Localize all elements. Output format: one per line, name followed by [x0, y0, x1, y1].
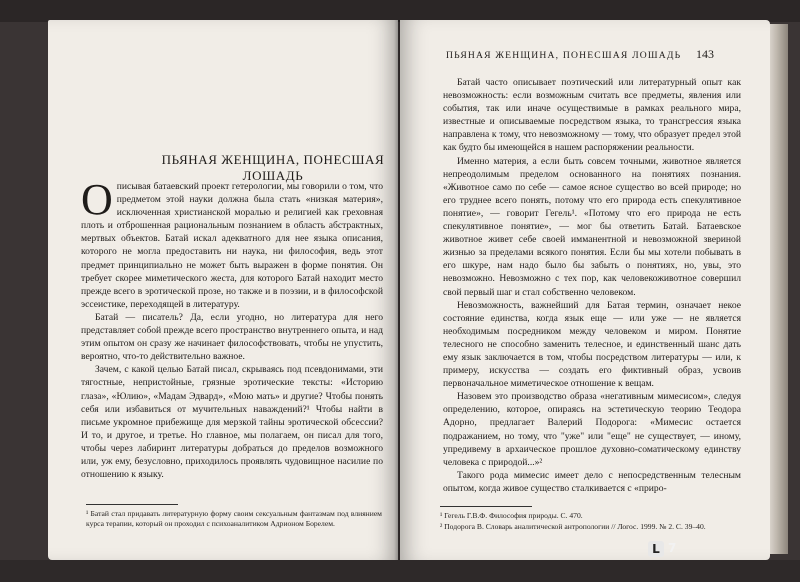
- page-number: 143: [696, 47, 714, 61]
- page-stack-edge: [770, 24, 788, 554]
- scanner-background-top: [0, 0, 800, 22]
- labirint-l-icon: L: [648, 541, 664, 557]
- paragraph: Такого рода мимесис имеет дело с непосредственным телесным опытом, когда живое существо сталкивается с «приро-: [443, 469, 741, 494]
- left-page: [48, 20, 398, 560]
- paragraph: Невозможность, важнейший для Батая термин, означает некое состояние единства, когда язык еще — или уже — не является необходимым посредником между человеком и миром. Понятие телесного не способно заменить телесное, и единственный шанс дать ему язык заключается в том, чтобы посредством литературы — или, к примеру, искусства — создать его фиктивный образ, усвоив первоначальное миметическое отношение к вещам.: [443, 299, 741, 390]
- opening-paragraph: [81, 175, 383, 311]
- footnote: ² Подорога В. Словарь аналитической антропологии // Логос. 1999. № 2. С. 39–40.: [440, 522, 706, 531]
- running-head: ПЬЯНАЯ ЖЕНЩИНА, ПОНЕСШАЯ ЛОШАДЬ: [446, 50, 682, 61]
- paragraph: Зачем, с какой целью Батай писал, скрываясь под псевдонимами, эти тягостные, непристойные, грязные эротические тексты: «Историю глаза», «Юлию», «Мадам Эдвард», «Мою мать» и другие? Чтобы понять себя или избавиться от мучительных наваждений?¹ Чтобы найти в письме укромное прибежище для мерзкой тайны эротической обсессии? И то, и другое, и третье. Но главное, мы полагаем, он писал для того, чтобы через лабиринт литературы добраться до пределов возможного или, уж ему, безусловно, приходилось проявлять чудовищное насилие по отношению к языку.: [81, 364, 383, 481]
- paragraph: Именно материя, а если быть совсем точными, животное является непреодолимым пределом основанного на понятиях познания. «Животное само по себе — самое ясное существо во всей природе; но его труднее всего понять, потому что его природа есть спекулятивное понятие», — говорит Гегель¹. «Потому что его природа не есть спекулятивное понятие», — мог бы ответить Батай. Батаевское животное живет себе своей имманентной и невозможной звериной жизнью за пределами всякого понятия. Если бы мы хотели побывать в его шкуре, нам надо было бы забыть о понятиях, но, увы, это невозможно. Невозможно с тех пор, как человекоживотное совершил свой первый шаг и стал собственно человеком.: [443, 155, 741, 298]
- footnote: ¹ Гегель Г.В.Ф. Философия природы. С. 470.: [440, 511, 583, 520]
- paragraph: Батай часто описывает поэтический или литературный опыт как невозможность: если возможным считать все предметы, явления или события, так или иначе осуществимые в рамках реального мира, известные и описываемые посредством языка, то трансгрессия языка направлена к тому, что невозможному — тому, что образует предел этой как будто бы имеющейся в нашем распоряжении реальности.: [443, 77, 741, 154]
- scanner-background-bottom: [0, 560, 800, 582]
- footnote-divider: [86, 504, 178, 505]
- footnote-divider: [440, 506, 532, 507]
- right-page-body: [443, 76, 741, 495]
- watermark-label: 7: [668, 541, 677, 555]
- watermark: [648, 539, 704, 561]
- drop-cap: О: [81, 175, 113, 224]
- paragraph: Назовем это производство образа «негативным мимесисом», следуя определению, которое, опираясь на эстетическую теорию Теодора Адорно, предлагает Валерий Подорога: «Мимесис остается подражанием, но тому, что "уже" или "еще" не существует, — иному, упредивему в архаическое прошлое духовно-соматическому единству человека с природой...»²: [443, 391, 741, 468]
- paragraph: Батай — писатель? Да, если угодно, но литература для него представляет собой прежде всего пространство внутреннего опыта, и над этим опытом он сразу же начинает философствовать, чтобы не упустить, вероятно, что-то действительно важное.: [81, 311, 383, 363]
- footnotes: [440, 511, 740, 533]
- chapter-title: ПЬЯНАЯ ЖЕНЩИНА, ПОНЕСШАЯ ЛОШАДЬ: [161, 152, 385, 183]
- footnote: ¹ Батай стал придавать литературную форму своим сексуальным фантазмам под влиянием курса терапии, который он проходил с психоаналитиком Адрионом Борелем.: [86, 509, 382, 528]
- left-page-body: [81, 175, 383, 481]
- paragraph: писывая батаевский проект гетерологии, мы говорили о том, что предметом этой науки должна была стать «низкая материя», исключенная христианской моралью и религией как греховная плоть и отброшенная рациональным познанием в область абстрактных, мертвых объектов. Батай искал адекватного для нее языка описания, которого не могла предоставить ни наука, ни философия, ведь этот предмет принципиально не может быть выражен в форме понятия. Он требует скорее миметического жеста, для которого Батай находит место прежде всего в эротической прозе, но также и в поэзии, и в философской эссеистике, переходящей в литературу.: [81, 181, 383, 310]
- right-page: [400, 20, 770, 560]
